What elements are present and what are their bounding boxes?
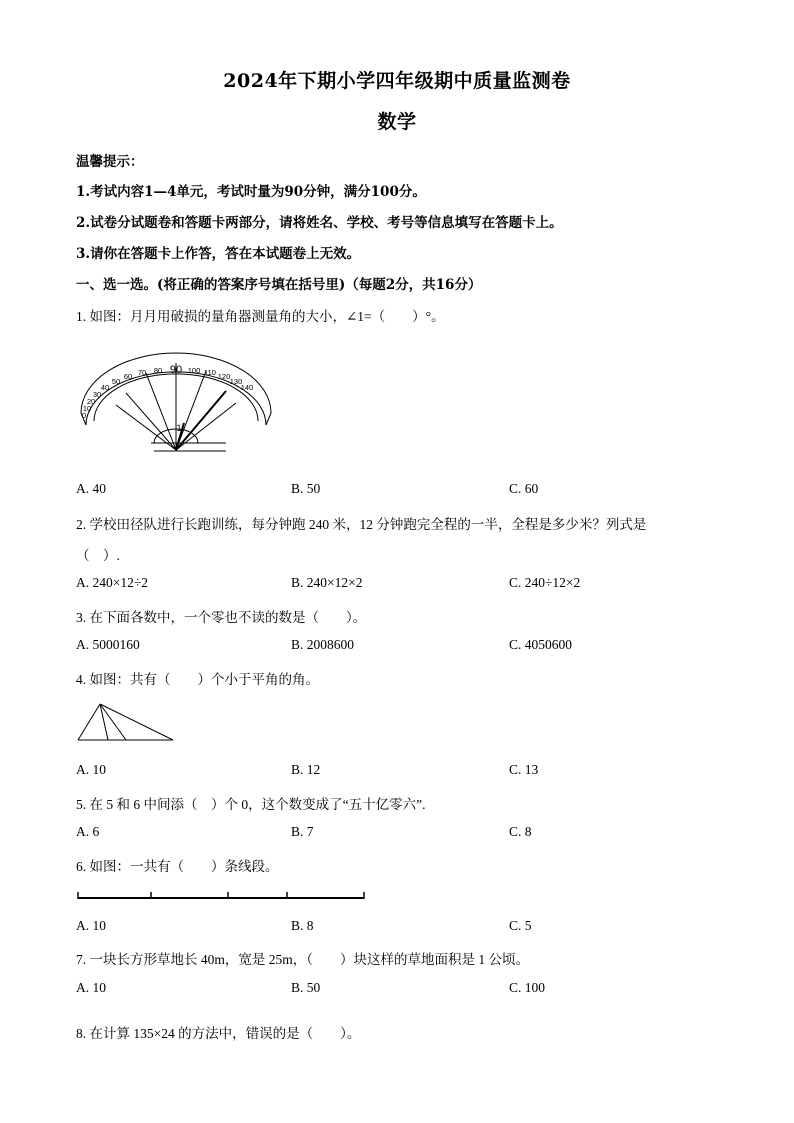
question-6-option-b[interactable]: B. 8 <box>291 918 314 933</box>
question-4-option-c[interactable]: C. 13 <box>509 762 539 777</box>
question-4: 4. 如图：共有（ ）个小于平角的角。 <box>76 672 319 687</box>
question-2-option-a[interactable]: A. 240×12÷2 <box>76 575 149 590</box>
protractor-figure <box>76 343 276 458</box>
notice-item-1: 1.考试内容1—4单元，考试时量为90分钟，满分100分。 <box>76 184 426 200</box>
question-2: 2. 学校田径队进行长跑训练，每分钟跑 240 米，12 分钟跑完全程的一半，全程是多少米？列式是 <box>76 517 647 532</box>
protractor-label-60: 60 <box>123 372 133 381</box>
protractor-label-130: 130 <box>229 377 243 386</box>
exam-title: 2024年下期小学四年级期中质量监测卷 <box>223 70 571 92</box>
question-1-option-a[interactable]: A. 40 <box>76 481 106 496</box>
question-1: 1. 如图：月月用破损的量角器测量角的大小，∠1=（ ）°。 <box>76 309 445 324</box>
protractor-label-80: 80 <box>153 366 163 375</box>
question-6-option-a[interactable]: A. 10 <box>76 918 106 933</box>
question-5-option-a[interactable]: A. 6 <box>76 824 100 839</box>
protractor-label-140: 140 <box>240 383 254 392</box>
notice-heading: 温馨提示： <box>76 154 144 170</box>
question-7-options <box>76 980 716 998</box>
protractor-label-50: 50 <box>111 377 121 386</box>
notice-item-3: 3.请你在答题卡上作答，答在本试题卷上无效。 <box>76 246 361 262</box>
protractor-label-90: 90 <box>169 364 183 376</box>
question-7-option-b[interactable]: B. 50 <box>291 980 321 995</box>
question-5-options <box>76 824 716 842</box>
question-4-option-a[interactable]: A. 10 <box>76 762 106 777</box>
question-7-option-a[interactable]: A. 10 <box>76 980 106 995</box>
notice-item-2: 2.试卷分试题卷和答题卡两部分，请将姓名、学校、考号等信息填写在答题卡上。 <box>76 215 563 231</box>
question-6-options <box>76 918 716 936</box>
protractor-label-70: 70 <box>137 368 147 377</box>
question-5-option-b[interactable]: B. 7 <box>291 824 314 839</box>
question-3-option-a[interactable]: A. 5000160 <box>76 637 140 652</box>
question-2-option-c[interactable]: C. 240÷12×2 <box>509 575 581 590</box>
protractor-label-100: 100 <box>187 366 201 375</box>
subject-title: 数学 <box>377 111 417 133</box>
angle-1-mark: 1 <box>176 423 182 433</box>
question-1-option-b[interactable]: B. 50 <box>291 481 321 496</box>
section-heading: 一、选一选。(将正确的答案序号填在括号里)（每题2分，共16分） <box>76 277 482 293</box>
question-2-continuation: （ ）. <box>76 548 120 563</box>
protractor-label-0: 0 <box>81 411 87 420</box>
triangle-angles-figure <box>76 700 176 745</box>
protractor-label-10: 10 <box>82 404 92 413</box>
question-1-options <box>76 481 716 499</box>
question-2-option-b[interactable]: B. 240×12×2 <box>291 575 363 590</box>
question-1-option-c[interactable]: C. 60 <box>509 481 539 496</box>
question-7-option-c[interactable]: C. 100 <box>509 980 546 995</box>
question-8: 8. 在计算 135×24 的方法中，错误的是（ ）。 <box>76 1026 361 1041</box>
question-5: 5. 在 5 和 6 中间添（ ）个 0，这个数变成了“五十亿零六”. <box>76 797 426 812</box>
question-4-options <box>76 762 716 780</box>
question-3-option-b[interactable]: B. 2008600 <box>291 637 355 652</box>
question-4-option-b[interactable]: B. 12 <box>291 762 321 777</box>
protractor-label-30: 30 <box>92 390 102 399</box>
question-3-option-c[interactable]: C. 4050600 <box>509 637 573 652</box>
question-7: 7. 一块长方形草地长 40m，宽是 25m，（ ）块这样的草地面积是 1 公顷。 <box>76 952 530 967</box>
question-6: 6. 如图：一共有（ ）条线段。 <box>76 859 279 874</box>
protractor-label-20: 20 <box>86 397 96 406</box>
question-2-options <box>76 575 716 593</box>
question-6-option-c[interactable]: C. 5 <box>509 918 532 933</box>
question-3-options <box>76 637 716 655</box>
question-5-option-c[interactable]: C. 8 <box>509 824 532 839</box>
line-segment-figure <box>76 890 368 904</box>
protractor-label-110: 110 <box>204 368 216 377</box>
protractor-label-120: 120 <box>217 372 231 381</box>
protractor-label-40: 40 <box>100 383 110 392</box>
question-3: 3. 在下面各数中，一个零也不读的数是（ ）。 <box>76 610 367 625</box>
